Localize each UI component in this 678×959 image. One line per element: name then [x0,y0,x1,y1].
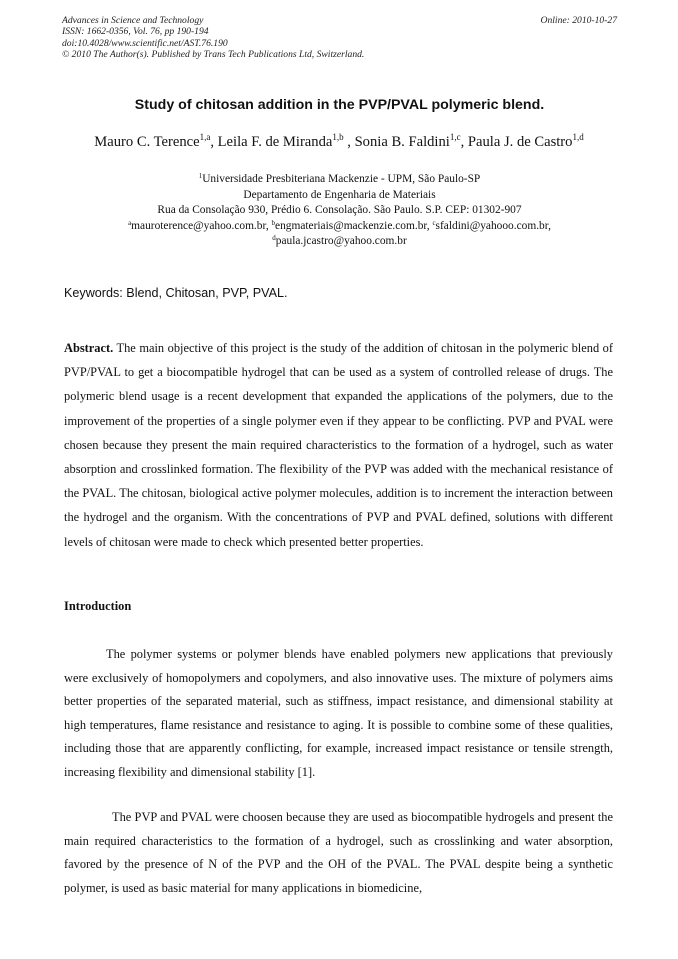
author-name: Sonia B. Faldini [354,134,450,150]
email-separator: , [265,219,272,232]
university-line [62,172,617,188]
copyright-line: © 2010 The Author(s). Published by Trans Tech Publications Ltd, Switzerland. [62,49,365,61]
author-name: Leila F. de Miranda [217,134,333,150]
author-separator: , [460,134,468,150]
email-address[interactable]: paula.jcastro@yahoo.com.br [275,235,407,248]
abstract-label: Abstract. [64,341,114,355]
author-separator: , [343,134,355,150]
online-date: Online: 2010-10-27 [540,15,617,26]
author-affiliation-sup: 1,d [572,132,584,142]
keywords-line: Keywords: Blend, Chitosan, PVP, PVAL. [64,286,288,300]
author-separator: , [210,134,218,150]
email-address[interactable]: sfaldini@yahooo.com.br [435,219,549,232]
journal-header [62,15,617,61]
university-name: Universidade Presbiteriana Mackenzie - UPM, São Paulo-SP [202,173,481,185]
email-line [62,219,617,235]
author-affiliation-sup: 1,b [332,132,344,142]
abstract-paragraph [64,336,613,554]
affiliation-block [62,172,617,250]
email-line-2 [62,234,617,250]
author-name: Mauro C. Terence [94,134,200,150]
introduction-paragraph-2: The PVP and PVAL were choosen because they are used as biocompatible hydrogels and present the main required characteristics to the formation of a hydrogel, such as crosslinking and water absorption, favored by the presence of N of the PVP and the OH of the PVAL. The PVAL despite being a synthetic polymer, is used as basic material for many applications in biomedicine, [64,810,613,895]
doi-line[interactable]: doi:10.4028/www.scientific.net/AST.76.190 [62,37,228,49]
email-sup: d [272,234,276,243]
affiliation-sup: 1 [198,172,203,180]
introduction-heading: Introduction [64,599,132,613]
paper-title: Study of chitosan addition in the PVP/PVAL polymeric blend. [134,97,545,113]
email-sup: b [271,218,276,227]
email-separator: , [426,219,433,232]
author-affiliation-sup: 1,c [449,132,461,142]
email-sup: a [128,218,132,227]
email-address[interactable]: engmateriais@mackenzie.com.br [275,219,427,232]
author-name: Paula J. de Castro [467,134,573,150]
journal-name: Advances in Science and Technology [62,15,204,26]
email-address[interactable]: mauroterence@yahoo.com.br [131,219,266,232]
author-list [40,133,638,151]
issn-line: ISSN: 1662-0356, Vol. 76, pp 190-194 [62,26,209,38]
abstract-text: The main objective of this project is the study of the addition of chitosan in the polymeric blend of PVP/PVAL to get a biocompatible hydrogel that can be used as a system of controlled release of drugs. The polymeric blend usage is a recent development that expanded the applications of the polymers, due to the improvement of the properties of a single polymer even if they appear to be conflicting. PVP and PVAL were chosen because they present the main required characteristics to the formation of a hydrogel, such as water absorption and crosslinked formation. The flexibility of the PVP was added with the mechanical resistance of the PVAL. The chitosan, biological active polymer molecules, addition is to increment the interaction between the hydrogel and the organism. With the concentrations of PVP and PVAL defined, solutions with different levels of chitosan were made to check which presented better properties. [64,341,613,549]
email-sup: c [432,218,436,227]
address-line: Rua da Consolação 930, Prédio 6. Consolação. São Paulo. S.P. CEP: 01302-907 [157,204,522,217]
email-separator: , [548,219,551,232]
introduction-paragraph-1: The polymer systems or polymer blends have enabled polymers new applications that previously were exclusively of homopolymers and copolymers, and also innovative uses. The mixture of polymers aims better properties of the separated material, such as stiffness, impact resistance, and dimensional stability at high temperatures, flame resistance and resistance to aging. It is possible to combine some of these qualities, including those that are apparently conflicting, for example, increased impact resistance or tensile strength, increasing flexibility and dimensional stability [1]. [64,647,613,779]
department-line: Departamento de Engenharia de Materiais [243,188,436,201]
author-affiliation-sup: 1,a [199,132,211,142]
